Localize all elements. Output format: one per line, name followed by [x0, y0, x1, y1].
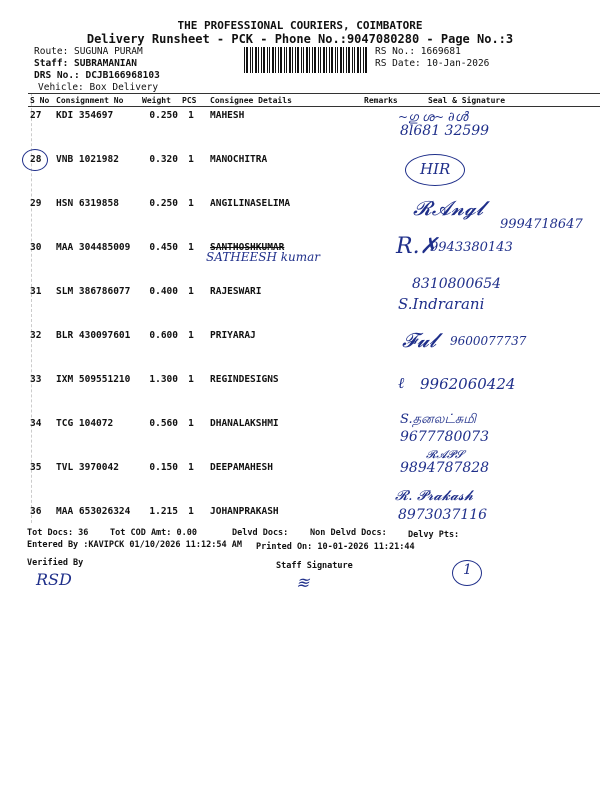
handwritten-phone-27: 8l681 32599 — [400, 123, 490, 139]
handwritten-initials-28: HIR — [420, 160, 451, 178]
row-pcs: 1 — [188, 418, 194, 429]
row-consignee: REGINDESIGNS — [210, 374, 279, 385]
row-consignee: DEEPAMAHESH — [210, 462, 273, 473]
row-consignee: MANOCHITRA — [210, 154, 268, 165]
runsheet-table — [28, 93, 600, 547]
row-weight: 0.150 — [149, 462, 178, 473]
row-consignment-no: MAA 653026324 — [56, 506, 131, 517]
runsheet-subtitle: Delivery Runsheet - PCK - Phone No.:9047080280 - Page No.:3 — [86, 32, 514, 46]
handwritten-phone-29: 9994718647 — [500, 217, 583, 232]
row-pcs: 1 — [188, 330, 194, 341]
row-pcs: 1 — [188, 110, 194, 121]
row-sno: 32 — [30, 330, 42, 341]
row-remarks — [362, 371, 418, 415]
vehicle-label: Vehicle: Box Delivery — [38, 82, 159, 93]
row-consignee: JOHANPRAKASH — [210, 506, 279, 517]
row-consignment-no: KDI 354697 — [56, 110, 114, 121]
row-sno: 30 — [30, 242, 42, 253]
row-pcs: 1 — [188, 462, 194, 473]
rs-number: RS No.: 1669681 — [375, 46, 461, 57]
signature-row-27: ~ഗു ശ~ ∂ൾ — [398, 110, 468, 125]
row-pcs: 1 — [188, 154, 194, 165]
handwritten-phone-34: 9677780073 — [400, 429, 490, 445]
signature-row-30: R.✗ — [396, 234, 438, 259]
signature-row-36: 𝓡. 𝓟𝓻𝓪𝓴𝓪𝓼𝓱 — [395, 488, 474, 504]
row-consignee: ANGILINASELIMA — [210, 198, 291, 209]
total-docs: Tot Docs: 36 — [27, 528, 89, 538]
drs-number: DRS No.: DCJB166968103 — [34, 70, 160, 81]
row-consignment-no: MAA 304485009 — [56, 242, 131, 253]
signature-row-35: 𝓡𝓐𝓟𝓢 — [426, 448, 464, 461]
company-title: THE PROFESSIONAL COURIERS, COIMBATORE — [177, 19, 423, 32]
printed-on: Printed On: 10-01-2026 11:21:44 — [256, 542, 415, 552]
row-consignment-no: VNB 1021982 — [56, 154, 119, 165]
row-consignment-no: SLM 386786077 — [56, 286, 131, 297]
row-sno: 29 — [30, 198, 42, 209]
staff-signature-mark: ≋ — [296, 573, 310, 592]
row-consignment-no: TVL 3970042 — [56, 462, 119, 473]
handwritten-name-30: SATHEESH kumar — [206, 250, 320, 264]
delivered-docs: Delvd Docs: — [232, 528, 289, 538]
rs-date: RS Date: 10-Jan-2026 — [375, 58, 490, 69]
handwritten-name-31: S.Indrarani — [398, 295, 485, 313]
non-delivered-docs: Non Delvd Docs: — [310, 528, 387, 538]
total-cod-amount: Tot COD Amt: 0.00 — [110, 528, 197, 538]
row-consignee: SANTHOSHKUMAR — [210, 242, 285, 253]
row-sno: 35 — [30, 462, 42, 473]
row-sno: 27 — [30, 110, 42, 121]
col-header-consignee: Consignee Details — [202, 94, 362, 107]
signature-row-33: ℓ — [398, 374, 405, 392]
row-pcs: 1 — [188, 198, 194, 209]
handwritten-phone-30: 9943380143 — [430, 240, 513, 255]
barcode-icon — [244, 47, 370, 73]
row-weight: 0.560 — [149, 418, 178, 429]
row-pcs: 1 — [188, 374, 194, 385]
row-28-circle-mark — [22, 149, 48, 171]
row-weight: 0.320 — [149, 154, 178, 165]
row-sno: 34 — [30, 418, 42, 429]
table-row — [28, 151, 600, 195]
col-header-sno: S No — [28, 94, 54, 107]
col-header-consignment: Consignment No — [54, 94, 140, 107]
table-header-row — [28, 94, 600, 107]
col-header-seal: Seal & Signature — [418, 94, 600, 107]
staff-signature-label: Staff Signature — [276, 561, 353, 571]
row-weight: 0.600 — [149, 330, 178, 341]
handwritten-phone-36: 8973037116 — [398, 507, 488, 523]
row-consignee: MAHESH — [210, 110, 245, 121]
row-pcs: 1 — [188, 286, 194, 297]
table-row — [28, 107, 600, 152]
row-weight: 0.250 — [149, 198, 178, 209]
row-consignment-no: BLR 430097601 — [56, 330, 131, 341]
delivery-points: Delvy Pts: — [408, 530, 460, 540]
row-sno: 33 — [30, 374, 42, 385]
row-weight: 0.250 — [149, 110, 178, 121]
handwritten-phone-33: 9962060424 — [420, 375, 516, 393]
row-remarks — [362, 195, 418, 239]
row-consignee: RAJESWARI — [210, 286, 262, 297]
staff-label: Staff: SUBRAMANIAN — [34, 58, 137, 69]
verified-signature: RSD — [36, 570, 72, 589]
signature-row-29: 𝓡𝓐𝓷𝓰𝓵 — [413, 196, 484, 220]
handwritten-phone-31: 8310800654 — [412, 276, 502, 292]
row-consignee: DHANALAKSHMI — [210, 418, 279, 429]
table-row — [28, 459, 600, 503]
handwritten-phone-32: 9600077737 — [450, 334, 527, 348]
table-row — [28, 415, 600, 459]
row-sno: 36 — [30, 506, 42, 517]
col-header-remarks: Remarks — [362, 94, 418, 107]
col-header-pcs: PCS — [180, 94, 202, 107]
route-label: Route: SUGUNA PURAM — [34, 46, 143, 57]
col-header-weight: Weight — [140, 94, 180, 107]
row-consignment-no: TCG 104072 — [56, 418, 114, 429]
row-sno: 28 — [30, 154, 42, 165]
row-pcs: 1 — [188, 242, 194, 253]
table-row — [28, 283, 600, 327]
row-weight: 1.300 — [149, 374, 178, 385]
row-sno: 31 — [30, 286, 42, 297]
row-consignment-no: HSN 6319858 — [56, 198, 119, 209]
row-weight: 1.215 — [149, 506, 178, 517]
row-consignee: PRIYARAJ — [210, 330, 256, 341]
row-consignment-no: IXM 509551210 — [56, 374, 131, 385]
handwritten-phone-35: 9894787828 — [400, 460, 490, 476]
handwritten-name-34: S.தனலட்சுமி — [400, 412, 477, 427]
page-number-handwritten: 1 — [463, 562, 472, 578]
verified-by-label: Verified By — [27, 558, 84, 568]
row-weight: 0.400 — [149, 286, 178, 297]
signature-row-32: 𝓕𝓾𝓵 — [402, 328, 437, 352]
row-pcs: 1 — [188, 506, 194, 517]
entered-by: Entered By :KAVIPCK 01/10/2026 11:12:54 AM — [27, 540, 242, 550]
row-weight: 0.450 — [149, 242, 178, 253]
